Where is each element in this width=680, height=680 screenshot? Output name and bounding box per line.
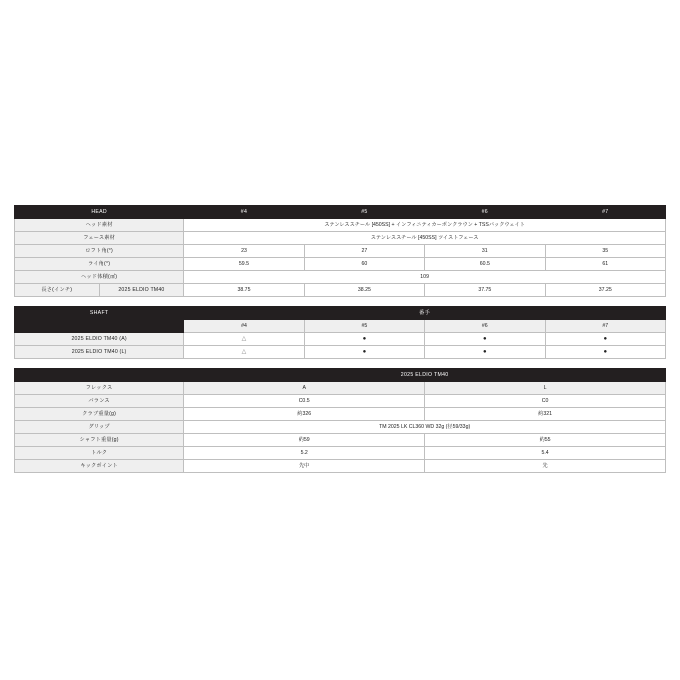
table-row: [15, 395, 666, 408]
club-weight-l: 約321: [425, 408, 666, 421]
length-6: 37.75: [425, 284, 545, 297]
flex-value-l: L: [425, 382, 666, 395]
lie-4: 59.5: [184, 258, 304, 271]
grip-value: TM 2025 LK CL360 WD 32g (径59/33g): [184, 421, 666, 434]
loft-6: 31: [425, 245, 545, 258]
table-row: [15, 408, 666, 421]
balance-a: C0.5: [184, 395, 425, 408]
loft-7: 35: [545, 245, 665, 258]
table-row: [15, 245, 666, 258]
shaft-row-label-l: 2025 ELDIO TM40 (L): [15, 346, 184, 359]
table-row: [15, 333, 666, 346]
row-label-length: 長さ(インチ): [15, 284, 100, 297]
shaft-col-number: 番手: [184, 307, 666, 320]
head-col-4: #4: [184, 206, 304, 219]
length-4: 38.75: [184, 284, 304, 297]
shaft-l-mark-7: ●: [545, 346, 665, 359]
row-label-loft: ロフト角(°): [15, 245, 184, 258]
row-label-kickpoint: キックポイント: [15, 460, 184, 473]
row-sublabel-length-shaft: 2025 ELDIO TM40: [99, 284, 184, 297]
lie-6: 60.5: [425, 258, 545, 271]
row-value-head-material: ステンレススチール [450SS] + インフィニティカーボンクラウン + TSSバックウェイト: [184, 219, 666, 232]
flex-table-title-row: [15, 369, 666, 382]
row-value-head-volume: 109: [184, 271, 666, 284]
shaft-a-mark-7: ●: [545, 333, 665, 346]
shaft-col-title: SHAFT: [15, 307, 184, 320]
table-row: [15, 219, 666, 232]
shaft-l-mark-4: △: [184, 346, 304, 359]
shaft-table-header-row: [15, 307, 666, 320]
shaft-l-mark-5: ●: [304, 346, 424, 359]
flex-label: フレックス: [15, 382, 184, 395]
table-row: [15, 258, 666, 271]
shaft-table-subheader-row: [15, 320, 666, 333]
row-value-face-material: ステンレススチール [450SS] ツイストフェース: [184, 232, 666, 245]
torque-a: 5.2: [184, 447, 425, 460]
table-row: [15, 346, 666, 359]
spec-tables-container: [14, 205, 666, 473]
shaft-sub-6: #6: [425, 320, 545, 333]
row-label-club-weight: クラブ重量(g): [15, 408, 184, 421]
table-row: [15, 434, 666, 447]
row-label-torque: トルク: [15, 447, 184, 460]
shaft-spec-table: [14, 306, 666, 359]
table-row: [15, 271, 666, 284]
shaft-sub-7: #7: [545, 320, 665, 333]
kickpoint-a: 先中: [184, 460, 425, 473]
table-row: [15, 447, 666, 460]
shaft-weight-l: 約55: [425, 434, 666, 447]
shaft-a-mark-6: ●: [425, 333, 545, 346]
table-row: [15, 460, 666, 473]
club-weight-a: 約326: [184, 408, 425, 421]
row-label-head-volume: ヘッド体積(㎤): [15, 271, 184, 284]
table-row: [15, 421, 666, 434]
shaft-l-mark-6: ●: [425, 346, 545, 359]
row-label-head-material: ヘッド素材: [15, 219, 184, 232]
head-col-5: #5: [304, 206, 424, 219]
shaft-weight-a: 約59: [184, 434, 425, 447]
row-label-grip: グリップ: [15, 421, 184, 434]
shaft-sub-4: #4: [184, 320, 304, 333]
head-spec-table: [14, 205, 666, 297]
flex-table-header-row: [15, 382, 666, 395]
balance-l: C0: [425, 395, 666, 408]
flex-shaft-title: 2025 ELDIO TM40: [184, 369, 666, 382]
shaft-row-label-a: 2025 ELDIO TM40 (A): [15, 333, 184, 346]
table-row-length: [15, 284, 666, 297]
shaft-sub-5: #5: [304, 320, 424, 333]
shaft-subheader-blank: [15, 320, 184, 333]
table-row: [15, 232, 666, 245]
length-5: 38.25: [304, 284, 424, 297]
kickpoint-l: 先: [425, 460, 666, 473]
loft-5: 27: [304, 245, 424, 258]
length-7: 37.25: [545, 284, 665, 297]
flex-title-blank: [15, 369, 184, 382]
torque-l: 5.4: [425, 447, 666, 460]
loft-4: 23: [184, 245, 304, 258]
head-col-title: HEAD: [15, 206, 184, 219]
head-col-6: #6: [425, 206, 545, 219]
lie-7: 61: [545, 258, 665, 271]
lie-5: 60: [304, 258, 424, 271]
head-table-header-row: [15, 206, 666, 219]
shaft-a-mark-5: ●: [304, 333, 424, 346]
row-label-shaft-weight: シャフト重量(g): [15, 434, 184, 447]
row-label-face-material: フェース素材: [15, 232, 184, 245]
row-label-lie: ライ角(°): [15, 258, 184, 271]
shaft-a-mark-4: △: [184, 333, 304, 346]
row-label-balance: バランス: [15, 395, 184, 408]
flex-value-a: A: [184, 382, 425, 395]
head-col-7: #7: [545, 206, 665, 219]
flex-spec-table: [14, 368, 666, 473]
